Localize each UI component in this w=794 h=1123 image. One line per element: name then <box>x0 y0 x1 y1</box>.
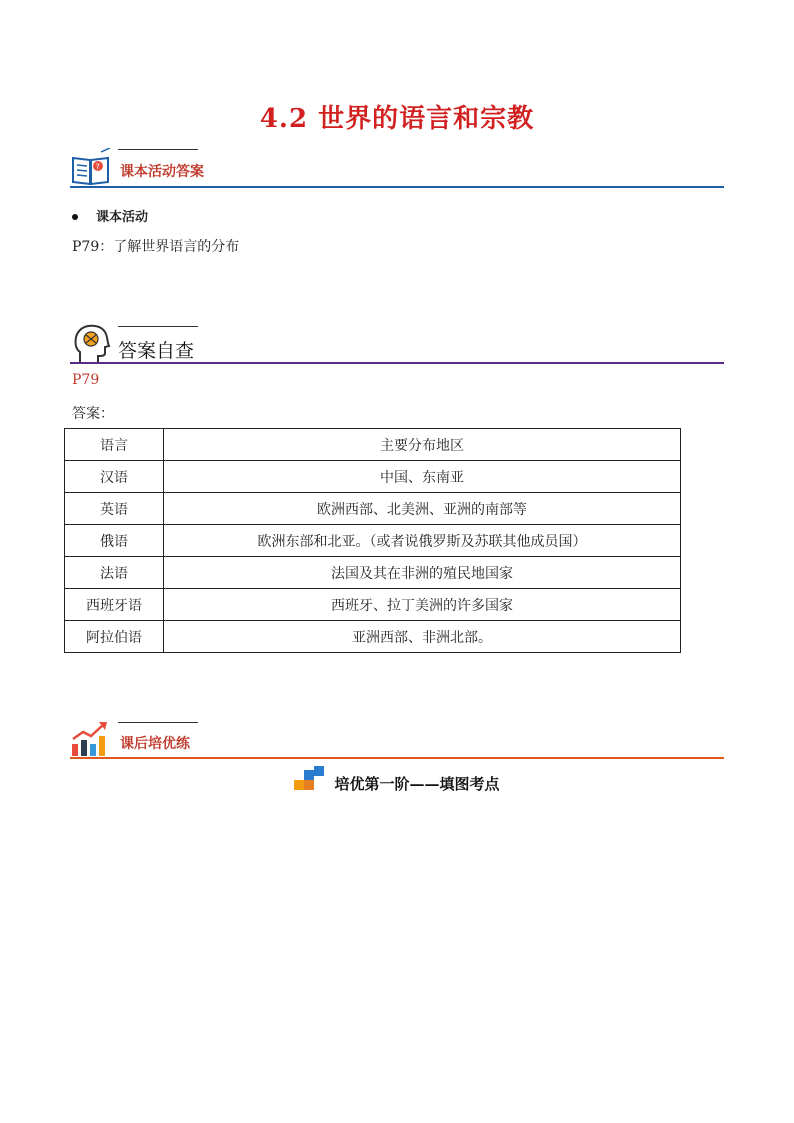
section-divider <box>70 186 724 188</box>
table-cell-region: 亚洲西部、非洲北部。 <box>164 621 681 653</box>
table-cell-region: 欧洲西部、北美洲、亚洲的南部等 <box>164 493 681 525</box>
table-cell-region: 欧洲东部和北亚。（或者说俄罗斯及苏联其他成员国） <box>164 525 681 557</box>
open-book-icon <box>70 148 112 190</box>
growth-chart-icon <box>70 720 110 762</box>
section-title: 答案自查 <box>118 340 195 362</box>
page-reference: P79 <box>72 372 100 388</box>
table-header-row <box>65 429 681 461</box>
table-row <box>65 589 681 621</box>
table-cell-language: 法语 <box>65 557 164 589</box>
section-accent-line <box>118 722 198 723</box>
bullet-dot-icon <box>72 214 78 220</box>
table-cell-language: 西班牙语 <box>65 589 164 621</box>
table-cell-region: 中国、东南亚 <box>164 461 681 493</box>
steps-icon <box>294 766 328 796</box>
table-row <box>65 493 681 525</box>
table-header-cell: 主要分布地区 <box>164 429 681 461</box>
table-cell-language: 俄语 <box>65 525 164 557</box>
section-header-answer-check <box>70 320 724 366</box>
section-accent-line <box>118 149 198 150</box>
svg-text:?: ? <box>95 162 100 172</box>
answer-label: 答案： <box>72 406 114 422</box>
table-cell-region: 法国及其在非洲的殖民地国家 <box>164 557 681 589</box>
table-row <box>65 461 681 493</box>
section-accent-line <box>118 326 198 327</box>
table-row <box>65 525 681 557</box>
section-header-after-class-practice <box>70 718 724 760</box>
table-cell-language: 英语 <box>65 493 164 525</box>
bullet-label: 课本活动 <box>96 210 149 225</box>
table-cell-language: 阿拉伯语 <box>65 621 164 653</box>
table-header-cell: 语言 <box>65 429 164 461</box>
section-title: 课本活动答案 <box>120 164 204 180</box>
table-cell-region: 西班牙、拉丁美洲的许多国家 <box>164 589 681 621</box>
activity-text: P79：了解世界语言的分布 <box>72 239 240 255</box>
section-divider <box>70 362 724 364</box>
section-header-textbook-answers <box>70 148 724 190</box>
section-divider <box>70 757 724 759</box>
table-row <box>65 557 681 589</box>
table-row <box>65 621 681 653</box>
sub-heading-text: 培优第一阶——填图考点 <box>334 775 500 793</box>
table-cell-language: 汉语 <box>65 461 164 493</box>
page-title: 4.2 世界的语言和宗教 <box>259 104 535 134</box>
bullet-item <box>72 206 148 225</box>
language-distribution-table <box>64 428 681 653</box>
section-title: 课后培优练 <box>120 736 190 752</box>
sub-heading <box>0 770 794 800</box>
